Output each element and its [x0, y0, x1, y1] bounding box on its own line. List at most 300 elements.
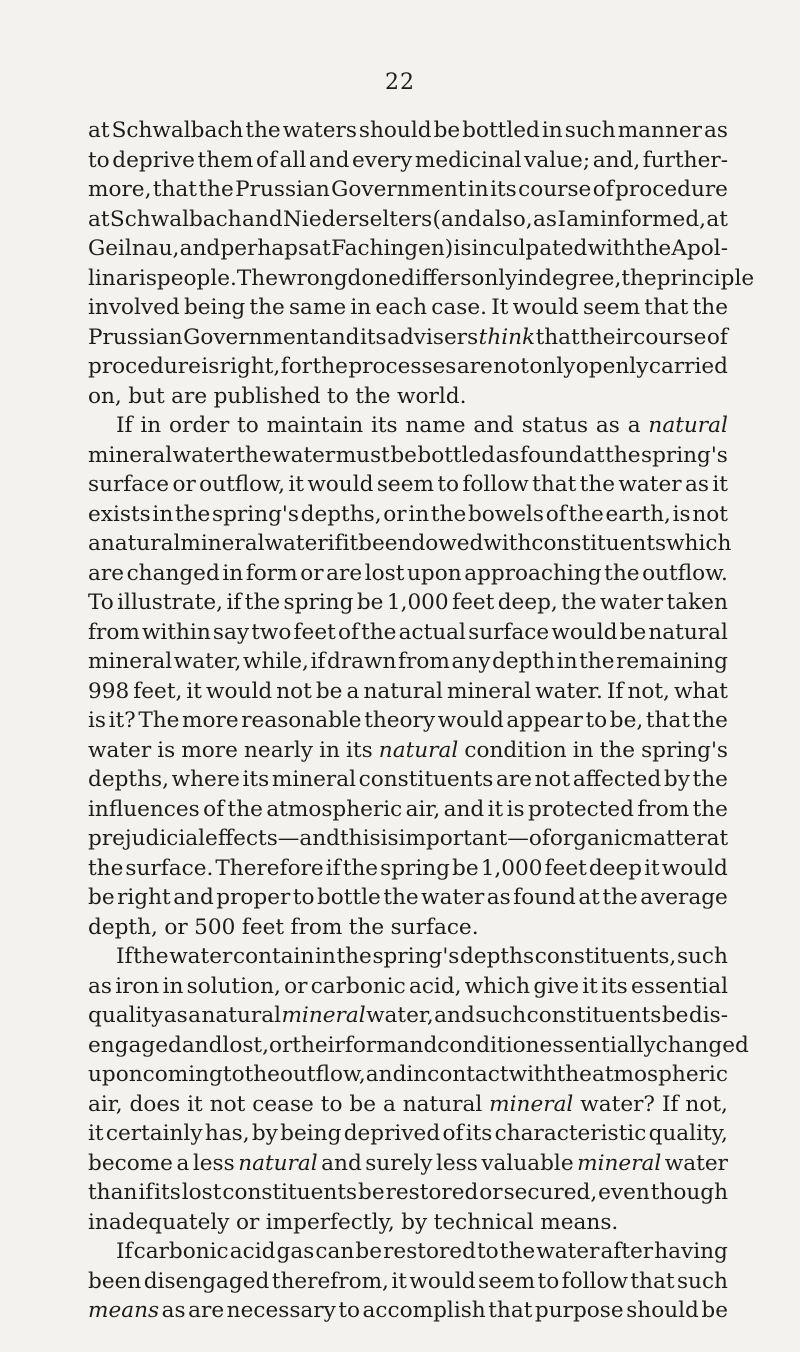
word: the: [355, 383, 391, 409]
word: surface: [88, 472, 170, 497]
word: has,: [204, 1121, 250, 1146]
word: drawn: [327, 649, 397, 674]
word: the: [604, 560, 640, 586]
word: from: [398, 649, 450, 674]
word: as: [703, 118, 728, 143]
word: spring's: [641, 737, 728, 763]
word: become: [88, 1150, 173, 1176]
word: a: [627, 413, 641, 438]
text-line: [88, 1178, 728, 1208]
word: what: [673, 678, 728, 704]
word: if: [327, 531, 343, 556]
word: course: [518, 177, 592, 202]
word: by: [663, 767, 690, 792]
word: being: [280, 1121, 342, 1146]
word: are: [171, 383, 208, 409]
word: deprive: [112, 147, 195, 173]
word: advisers: [387, 324, 479, 350]
word: same: [288, 295, 347, 320]
word: Schwalbach: [111, 118, 244, 143]
word: be: [701, 1298, 728, 1323]
word: quality: [88, 1003, 164, 1028]
word: more: [182, 708, 239, 733]
word: surface.: [125, 855, 214, 881]
word: spring: [380, 855, 450, 881]
word: in: [222, 560, 244, 586]
text-line: [88, 293, 728, 323]
italic-word: mineral: [577, 1150, 662, 1176]
word: the: [88, 855, 124, 881]
word: every: [352, 147, 413, 173]
word: and: [181, 1032, 223, 1058]
word: in: [556, 649, 578, 674]
text-line: [88, 706, 728, 736]
word: changed: [126, 560, 220, 586]
word: status: [521, 413, 589, 438]
word: feet: [452, 590, 495, 615]
word: water: [264, 531, 328, 556]
word: linaris: [88, 265, 157, 291]
word: not: [692, 501, 728, 527]
word: not: [209, 1091, 246, 1117]
word: its: [465, 1121, 493, 1146]
text-line: [88, 352, 728, 382]
word: the: [692, 708, 728, 733]
word: Apol-: [671, 236, 728, 261]
word: as: [684, 472, 709, 497]
word: Therefore: [215, 855, 324, 881]
word: matter: [632, 826, 707, 851]
word: at: [706, 826, 729, 851]
word: does: [129, 1091, 181, 1117]
text-line: [88, 883, 728, 913]
word: with: [587, 236, 636, 261]
word: and: [318, 324, 360, 350]
word: be: [356, 590, 384, 615]
word: right: [117, 885, 171, 910]
word: having: [654, 1239, 728, 1264]
word: differs: [401, 265, 472, 291]
word: remaining: [616, 649, 728, 674]
word: depths,: [300, 501, 382, 527]
word: actual: [398, 619, 466, 645]
word: the: [249, 295, 285, 320]
word: lost,: [222, 1032, 269, 1058]
word: average: [640, 885, 728, 910]
word: and: [321, 1150, 362, 1176]
word: are: [88, 560, 124, 586]
word: not: [276, 678, 312, 704]
word: contact: [427, 1062, 509, 1087]
word: mineral: [88, 649, 173, 674]
word: constituents,: [534, 944, 677, 969]
text-line: [88, 1119, 728, 1149]
word: each: [375, 295, 428, 320]
word: been: [88, 1268, 142, 1294]
text-line: [88, 647, 728, 677]
word: and: [365, 1062, 407, 1087]
text-line: [88, 470, 728, 500]
text-line: [88, 234, 728, 264]
word: the: [499, 1239, 536, 1264]
text-line: [88, 1001, 728, 1031]
word: as: [595, 413, 620, 438]
word: it: [187, 1091, 203, 1117]
italic-word: means: [88, 1298, 160, 1323]
text-line: [88, 1149, 728, 1179]
word: would: [512, 295, 579, 320]
word: it: [644, 855, 660, 881]
word: seem: [376, 472, 434, 497]
word: natural: [402, 1091, 483, 1117]
word: after: [600, 1239, 654, 1264]
word: secured,: [503, 1180, 598, 1205]
word: is: [88, 708, 106, 733]
word: or: [479, 1180, 503, 1205]
word: bottled: [462, 118, 540, 143]
word: imperfectly,: [265, 1209, 395, 1235]
word: necessary: [226, 1298, 336, 1323]
word: not,: [685, 1091, 728, 1117]
word: a: [176, 1150, 190, 1176]
word: its: [242, 767, 270, 792]
word: mineral: [446, 678, 532, 704]
word: and: [179, 236, 221, 261]
word: depth,: [88, 914, 158, 940]
word: deep,: [497, 590, 558, 615]
word: at: [578, 885, 600, 910]
word: water: [599, 590, 664, 615]
word: the: [430, 501, 467, 527]
word: changed: [655, 1032, 749, 1058]
word: the: [602, 885, 638, 910]
word: approaching: [464, 560, 602, 586]
word: in: [541, 118, 563, 143]
text-line: [88, 205, 728, 235]
word: its: [154, 1180, 181, 1205]
word: two: [251, 619, 292, 645]
word: depths,: [88, 767, 169, 792]
word: water: [272, 442, 336, 468]
word: in: [517, 265, 539, 291]
word: if: [310, 649, 326, 674]
word: the: [383, 885, 419, 910]
word: be: [619, 619, 647, 645]
word: valuable: [481, 1150, 574, 1176]
word: by: [401, 1209, 428, 1235]
word: Prussian: [88, 324, 183, 350]
word: lost: [181, 1180, 222, 1205]
word: natural: [363, 678, 443, 704]
word: the: [692, 767, 728, 792]
word: found: [520, 442, 583, 468]
word: natural: [100, 531, 181, 556]
word: It: [491, 295, 509, 320]
word: for: [280, 354, 313, 379]
text-line: [88, 411, 728, 441]
word: be,: [609, 708, 644, 733]
word: to: [88, 147, 110, 173]
italic-word: mineral: [281, 1003, 366, 1028]
word: or: [284, 973, 308, 999]
italic-word: natural: [648, 413, 728, 438]
word: feet: [544, 855, 587, 881]
word: such: [676, 944, 728, 969]
word: as: [161, 1298, 186, 1323]
word: involved: [88, 295, 180, 320]
word: that: [152, 177, 197, 202]
word: be: [88, 885, 115, 910]
word: prejudicial: [88, 826, 206, 851]
word: order: [169, 413, 230, 438]
word: constituents: [358, 767, 494, 792]
word: which: [666, 531, 732, 556]
word: say: [212, 619, 250, 645]
word: iron: [115, 973, 160, 999]
text-line: [88, 677, 728, 707]
word: can: [315, 1239, 355, 1264]
word: purpose: [534, 1298, 624, 1323]
word: less: [435, 1150, 478, 1176]
word: is: [157, 737, 176, 763]
word: gas: [276, 1239, 315, 1264]
word: Prussian: [235, 177, 330, 202]
word: are: [326, 560, 363, 586]
word: value;: [524, 147, 591, 173]
word: Government: [331, 177, 467, 202]
word: 1,000: [386, 590, 449, 615]
word: that: [630, 1268, 675, 1294]
word: course: [633, 324, 707, 350]
word: mineral: [88, 442, 173, 468]
word: water,: [366, 1003, 434, 1028]
word: atmospheric: [266, 796, 403, 822]
word: carbonic: [310, 973, 406, 999]
text-line: [88, 500, 728, 530]
word: should: [358, 118, 432, 143]
word: it: [712, 472, 728, 497]
word: published: [213, 383, 321, 409]
word: quality,: [648, 1121, 728, 1146]
word: I: [557, 206, 566, 232]
word: coming: [142, 1062, 223, 1087]
word: by: [251, 1121, 278, 1146]
word: in: [467, 177, 489, 202]
word: constituents: [222, 1180, 358, 1205]
word: waters: [282, 118, 357, 143]
word: illustrate,: [117, 590, 224, 615]
word: that: [645, 708, 690, 733]
text-line: [88, 824, 728, 854]
word: would: [307, 472, 374, 497]
word: 1,000: [480, 855, 543, 881]
word: be: [661, 1003, 689, 1028]
word: water.: [535, 678, 603, 704]
text-line: [88, 854, 728, 884]
word: such: [564, 118, 616, 143]
word: restored: [383, 1239, 476, 1264]
word: constituents: [531, 531, 667, 556]
word: follow: [561, 1268, 628, 1294]
word: mineral: [271, 767, 357, 792]
word: To: [88, 590, 114, 615]
text-line: [88, 618, 728, 648]
word: The: [138, 708, 180, 733]
text-line: [88, 1031, 749, 1061]
word: acid,: [408, 973, 462, 999]
word: water: [169, 944, 233, 969]
word: the: [133, 944, 169, 969]
word: air,: [88, 1091, 123, 1117]
word: proper: [216, 885, 291, 910]
word: 500: [194, 914, 236, 940]
word: but: [128, 383, 165, 409]
word: of: [592, 177, 614, 202]
word: a: [382, 1091, 396, 1117]
word: the: [336, 944, 372, 969]
word: their: [292, 1032, 345, 1058]
word: that: [644, 295, 689, 320]
word: form: [344, 1032, 397, 1058]
word: principle: [656, 265, 755, 291]
italic-word: mineral: [489, 1091, 574, 1117]
word: restored: [385, 1180, 479, 1205]
word: of: [203, 796, 225, 822]
text-line: [88, 1296, 728, 1326]
italic-word: natural: [378, 737, 459, 763]
word: it: [487, 796, 504, 822]
word: is: [380, 826, 399, 851]
word: the: [579, 649, 615, 674]
word: natural: [648, 619, 728, 645]
word: such: [475, 1003, 527, 1028]
word: and: [443, 796, 485, 822]
word: (and: [432, 206, 482, 232]
word: world.: [397, 383, 467, 409]
word: feet: [241, 914, 285, 940]
word: cease: [252, 1091, 314, 1117]
word: seem: [477, 1268, 536, 1294]
word: its: [490, 177, 517, 202]
word: at: [309, 236, 331, 261]
word: which: [464, 973, 531, 999]
word: the: [174, 501, 211, 527]
word: nearly: [244, 737, 314, 763]
word: to: [222, 1062, 245, 1087]
word: and: [173, 885, 214, 910]
word: condition: [464, 737, 567, 763]
word: If: [116, 1239, 133, 1264]
word: a: [88, 531, 101, 556]
word: its: [346, 737, 373, 763]
word: am: [566, 206, 600, 232]
word: the: [348, 914, 385, 940]
word: outflow,: [199, 472, 285, 497]
word: their: [580, 324, 633, 350]
word: atmospheric: [591, 1062, 728, 1087]
word: earth,: [605, 501, 671, 527]
word: to: [585, 708, 608, 733]
word: feet,: [133, 678, 183, 704]
word: essential: [631, 973, 728, 999]
word: essentially: [539, 1032, 656, 1058]
word: certainly: [105, 1121, 203, 1146]
italic-word: think: [478, 324, 536, 350]
word: be: [390, 442, 417, 468]
word: Geilnau,: [88, 236, 180, 261]
word: more: [181, 737, 238, 763]
word: technical: [433, 1209, 534, 1235]
word: and: [242, 206, 283, 232]
word: only: [471, 265, 518, 291]
word: is: [506, 796, 525, 822]
word: not: [493, 354, 529, 379]
word: the: [361, 619, 397, 645]
word: would: [437, 708, 504, 733]
word: Fachingen): [331, 236, 454, 261]
word: its: [359, 324, 387, 350]
word: water: [421, 885, 485, 910]
word: is: [453, 236, 472, 261]
word: that: [535, 324, 580, 350]
word: not,: [627, 678, 670, 704]
word: at: [706, 206, 728, 232]
text-line: [88, 116, 728, 146]
text-line: [88, 529, 732, 559]
word: as: [533, 206, 557, 232]
word: and: [396, 1032, 438, 1058]
word: would: [551, 619, 618, 645]
word: of: [706, 324, 728, 350]
word: of: [337, 619, 359, 645]
text-line: [88, 1060, 728, 1090]
word: would: [409, 1268, 476, 1294]
word: If: [661, 1091, 679, 1117]
word: with: [483, 531, 532, 556]
word: if: [138, 1180, 154, 1205]
word: is: [201, 354, 220, 379]
word: mineral: [180, 531, 265, 556]
text-line: [88, 559, 728, 589]
word: on,: [88, 383, 122, 409]
word: taken: [666, 590, 728, 615]
text-line: [88, 972, 728, 1002]
word: the: [692, 295, 728, 320]
word: inculpated: [471, 236, 588, 261]
word: from: [88, 619, 140, 645]
word: at: [88, 206, 110, 232]
word: the: [621, 265, 657, 291]
word: give: [533, 973, 580, 999]
word: less: [192, 1150, 235, 1176]
word: bowels: [467, 501, 545, 527]
word: or: [235, 1209, 260, 1235]
word: the: [561, 590, 597, 615]
text-line: [88, 264, 755, 294]
word: 998: [88, 678, 130, 704]
word: in: [319, 737, 340, 763]
word: bottled: [417, 442, 496, 468]
word: or: [268, 1032, 293, 1058]
word: inadequately: [88, 1209, 230, 1235]
text-line: [88, 588, 728, 618]
word: the: [244, 1062, 280, 1087]
body-text: [88, 116, 755, 1326]
word: characteristic: [494, 1121, 647, 1146]
word: means.: [540, 1209, 619, 1235]
word: depths: [460, 944, 535, 969]
word: the: [599, 737, 635, 763]
